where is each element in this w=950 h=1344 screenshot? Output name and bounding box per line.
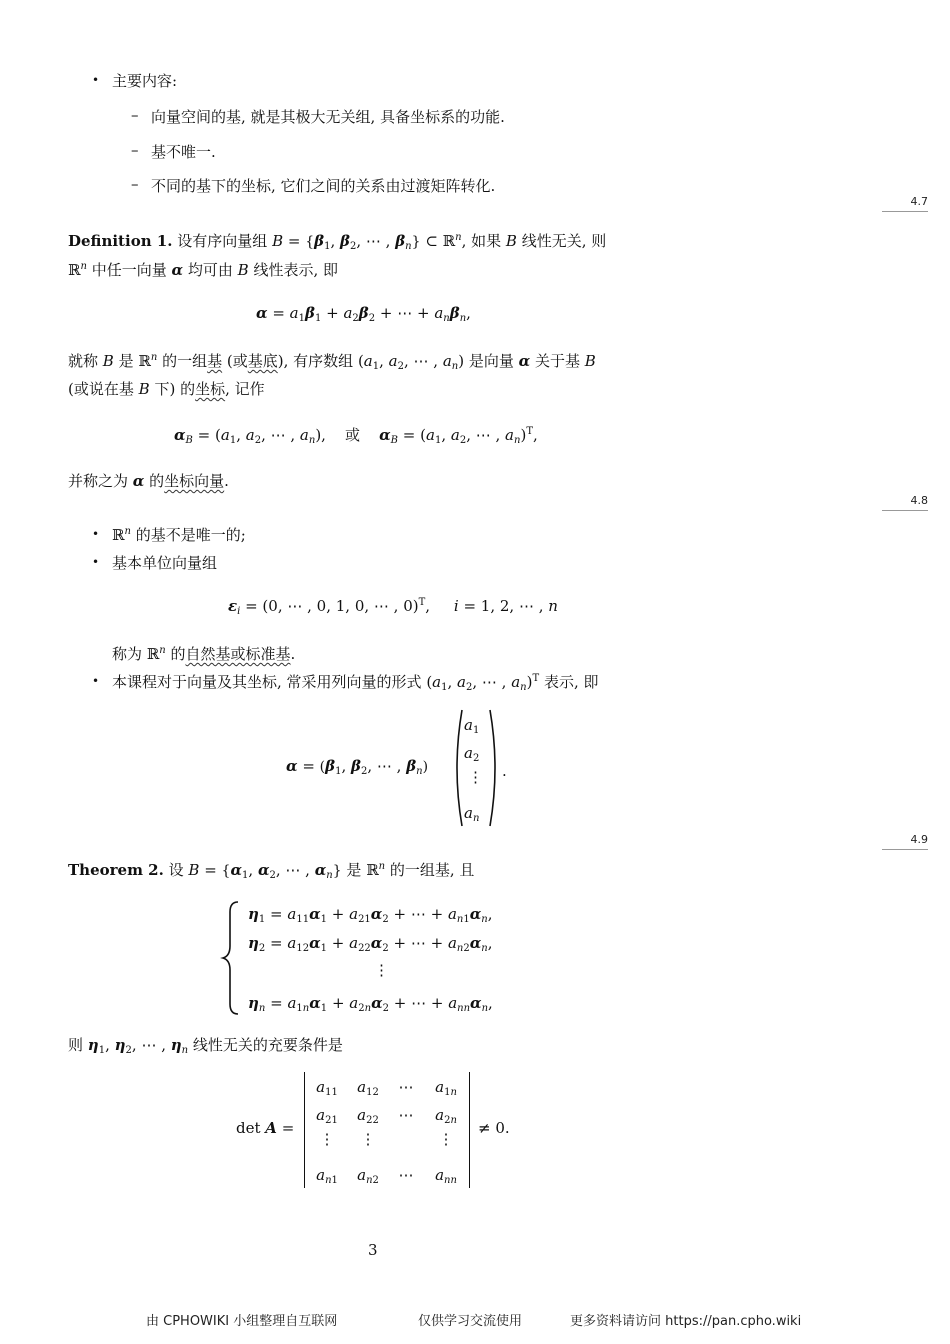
summary-heading: 主要内容: xyxy=(112,72,178,90)
margin-rule-4-7 xyxy=(882,211,928,212)
remark-bullet-1: • xyxy=(92,527,100,541)
theorem-line-2: 则 $\eta_1$, $\eta_2$, ⋯ , $\eta_n$ 线性无关的充要条件是 xyxy=(68,1036,343,1056)
det-cdots-n: ⋯ xyxy=(398,1166,414,1184)
term-basis-alt: 基底 xyxy=(247,352,278,370)
footer-center: 仅供学习交流使用 xyxy=(418,1314,523,1329)
column-entry-vdots: ⋮ xyxy=(468,768,483,786)
equation-unit-vectors: $\varepsilon_i = (0$, ⋯ , 0, 1, 0, ⋯ , 0)$^T$, i = 1, 2, ⋯ , n xyxy=(228,597,558,617)
det-a1n: $a_{1n}$ xyxy=(435,1078,457,1098)
summary-item-3: 不同的基下的坐标, 它们之间的关系由过渡矩阵转化. xyxy=(151,177,496,195)
det-an1: $a_{n1}$ xyxy=(316,1166,338,1186)
summary-item-1: 向量空间的基, 就是其极大无关组, 具备坐标系的功能. xyxy=(151,108,505,126)
definition-line-1: Definition 1. 设有序向量组 $B = \{\beta_1$, $\beta_2$, ⋯ , $\beta_n$} ⊂ ℝ$^n$, 如果 B 线性无关, 则 xyxy=(68,232,607,252)
remark-bullet-3: • xyxy=(92,674,100,688)
system-eq-n: $\eta_n = a_{1n}\alpha_1 + a_{2n}\alpha_2$ + ⋯ + $a_{nn}\alpha_n$, xyxy=(248,994,493,1014)
det-vdots-2: ⋮ xyxy=(360,1130,376,1148)
determinant-right-bar xyxy=(469,1072,470,1188)
equation-coordinate-notation: $\alpha_B = (a_1$, $a_2$, ⋯ , $a_n$), 或 $\alpha_B = (a_1$, $a_2$, ⋯ , $a_n)^T$, xyxy=(174,426,538,446)
definition-line-5: 并称之为 α 的坐标向量. xyxy=(68,472,229,490)
margin-label-4-7: 4.7 xyxy=(910,195,928,208)
det-a22: $a_{22}$ xyxy=(357,1106,379,1126)
column-entry-a2: $a_2$ xyxy=(464,744,480,764)
determinant-label: det A = xyxy=(236,1119,295,1137)
margin-rule-4-8 xyxy=(882,510,928,511)
determinant-left-bar xyxy=(304,1072,305,1188)
det-vdots-1: ⋮ xyxy=(319,1130,335,1148)
remark-item-2-after: 称为 ℝ$^n$ 的自然基或标准基. xyxy=(112,645,296,663)
dash-1: – xyxy=(131,106,139,124)
equation-linear-combination: $\alpha = a_1\beta_1 + a_2\beta_2$ + ⋯ + $a_n\beta_n$, xyxy=(256,304,471,324)
footer-left: 由 CPHOWIKI 小组整理自互联网 xyxy=(146,1314,338,1329)
definition-line-3: 就称 B 是 ℝ$^n$ 的一组基 (或基底), 有序数组 ($a_1$, $a_2$, ⋯ , $a_n$) 是向量 α 关于基 B xyxy=(68,352,596,372)
term-basis: 基 xyxy=(207,352,223,370)
theorem-label: Theorem 2. xyxy=(68,861,164,879)
det-a12: $a_{12}$ xyxy=(357,1078,379,1098)
system-left-brace xyxy=(220,898,244,1018)
det-ann: $a_{nn}$ xyxy=(435,1166,457,1186)
margin-rule-4-9 xyxy=(882,849,928,850)
system-vdots: ⋮ xyxy=(374,961,389,979)
page-number: 3 xyxy=(368,1241,378,1259)
remark-bullet-2: • xyxy=(92,555,100,569)
dash-3: – xyxy=(131,175,139,193)
equation-basis-times-coordinates: $\alpha = (\beta_1$, $\beta_2$, ⋯ , $\beta_n$) xyxy=(286,757,429,777)
det-a21: $a_{21}$ xyxy=(316,1106,338,1126)
det-cdots-2: ⋯ xyxy=(398,1106,414,1124)
det-an2: $a_{n2}$ xyxy=(357,1166,379,1186)
margin-label-4-8: 4.8 xyxy=(910,494,928,507)
column-entry-an: $a_n$ xyxy=(464,804,480,824)
footer-right: 更多资料请访问 https://pan.cpho.wiki xyxy=(570,1314,802,1329)
summary-item-2: 基不唯一. xyxy=(151,143,216,161)
definition-line-2: ℝ$^n$ 中任一向量 α 均可由 B 线性表示, 即 xyxy=(68,261,338,279)
dash-2: – xyxy=(131,141,139,159)
remark-item-1: ℝ$^n$ 的基不是唯一的; xyxy=(112,526,246,544)
term-coordinate: 坐标 xyxy=(195,380,226,398)
definition-label: Definition 1. xyxy=(68,232,173,250)
term-coordinate-vector: 坐标向量 xyxy=(164,472,225,490)
determinant-nonzero: ≠ 0. xyxy=(478,1119,510,1137)
det-cdots-1: ⋯ xyxy=(398,1078,414,1096)
summary-bullet: • xyxy=(92,73,100,87)
system-eq-2: $\eta_2 = a_{12}\alpha_1 + a_{22}\alpha_2$ + ⋯ + $a_{n2}\alpha_n$, xyxy=(248,934,493,954)
det-vdots-n: ⋮ xyxy=(438,1130,454,1148)
theorem-line-1: Theorem 2. 设 $B = \{\alpha_1$, $\alpha_2$, ⋯ , $\alpha_n$} 是 ℝ$^n$ 的一组基, 且 xyxy=(68,861,475,881)
term-natural-basis: 自然基或标准基 xyxy=(185,645,291,663)
det-a2n: $a_{2n}$ xyxy=(435,1106,457,1126)
remark-item-3: 本课程对于向量及其坐标, 常采用列向量的形式 ($a_1$, $a_2$, ⋯ , $a_n)^T$ 表示, 即 xyxy=(112,673,599,693)
system-eq-1: $\eta_1 = a_{11}\alpha_1 + a_{21}\alpha_2$ + ⋯ + $a_{n1}\alpha_n$, xyxy=(248,905,493,925)
det-a11: $a_{11}$ xyxy=(316,1078,338,1098)
svg-text:.: . xyxy=(502,762,507,780)
column-entry-a1: $a_1$ xyxy=(464,716,480,736)
remark-item-2: 基本单位向量组 xyxy=(112,554,218,572)
definition-line-4: (或说在基 B 下) 的坐标, 记作 xyxy=(68,380,265,398)
margin-label-4-9: 4.9 xyxy=(910,833,928,846)
